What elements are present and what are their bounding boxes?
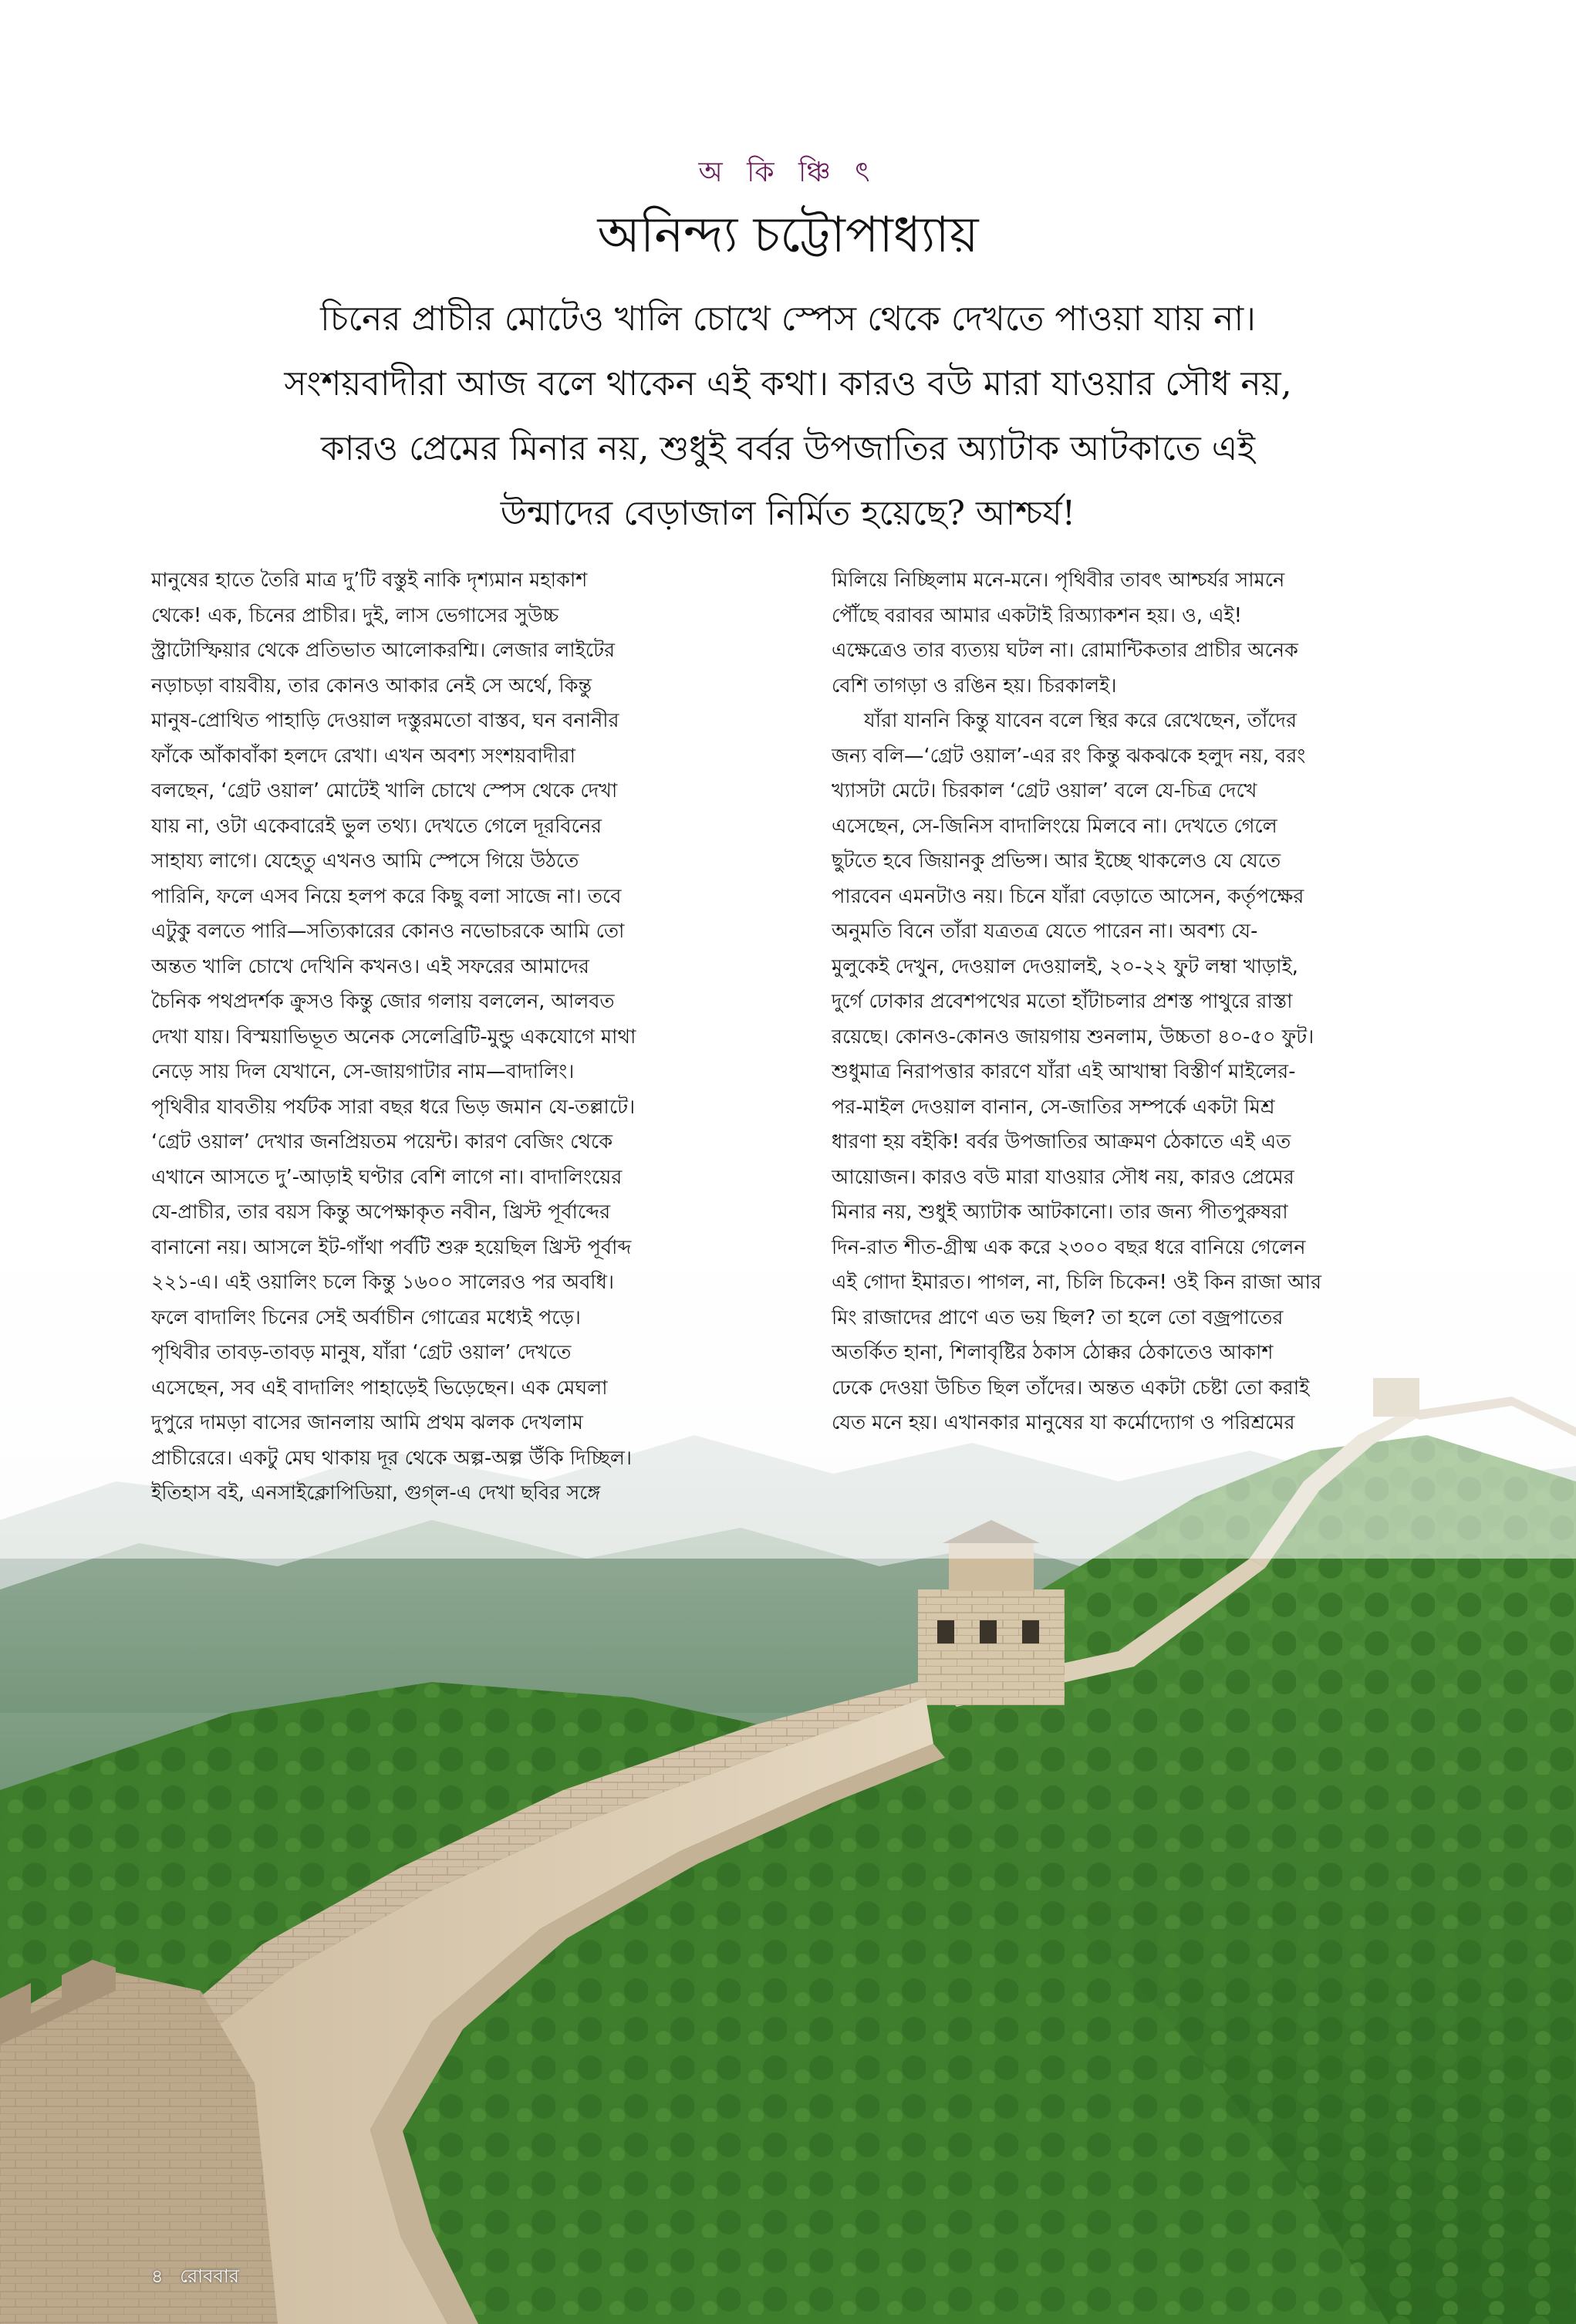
body-line: পর-মাইল দেওয়াল বানান, সে-জাতির সম্পর্কে একটা মিশ্র: [832, 1095, 1275, 1119]
body-line: থেকে! এক, চিনের প্রাচীর। দুই, লাস ভেগাসের সুউচ্চ: [151, 603, 559, 627]
page-number: ৪: [151, 2265, 164, 2287]
body-line: বলছেন, ‘গ্রেট ওয়াল’ মোটেই খালি চোখে স্পেস থেকে দেখা: [151, 779, 618, 802]
body-line: যাঁরা যাননি কিন্তু যাবেন বলে স্থির করে রেখেছেন, তাঁদের: [864, 709, 1297, 732]
body-line: পৌঁছে বরাবর আমার একটাই রিঅ্যাকশন হয়। ও, এই!: [832, 603, 1242, 627]
body-line: মানুষের হাতে তৈরি মাত্র দু’টি বস্তুই নাকি দৃশ্যমান মহাকাশ: [151, 569, 588, 592]
body-line: এটুকু বলতে পারি—সত্যিকারের কোনও নভোচরকে আমি তো: [151, 920, 625, 943]
body-line: এক্ষেত্রেও তার ব্যত্যয় ঘটল না। রোমান্টিকতার প্রাচীর অনেক: [832, 639, 1298, 662]
body-line: যায় না, ওটা একেবারেই ভুল তথ্য। দেখতে গেলে দূরবিনের: [151, 814, 602, 838]
body-line: সাহায্য লাগে। যেহেতু এখনও আমি স্পেসে গিয়ে উঠতে: [151, 850, 579, 873]
body-line: দুপুরে দামড়া বাসের জানলায় আমি প্রথম ঝলক দেখলাম: [151, 1411, 583, 1434]
body-line: যেত মনে হয়। এখানকার মানুষের যা কর্মোদ্যোগ ও পরিশ্রমের: [832, 1411, 1295, 1434]
body-column-left: [151, 563, 784, 1512]
article-deck: [116, 287, 1460, 546]
body-line: ইতিহাস বই, এনসাইক্লোপিডিয়া, গুগ্‌ল-এ দেখা ছবির সঙ্গে: [151, 1481, 601, 1505]
body-line: মিং রাজাদের প্রাণে এত ভয় ছিল? তা হলে তো বজ্রপাতের: [832, 1306, 1284, 1329]
deck-line: কারও প্রেমের মিনার নয়, শুধুই বর্বর উপজাতির অ্যাটাক আটকাতে এই: [320, 429, 1256, 468]
body-line: রয়েছে। কোনও-কোনও জায়গায় শুনলাম, উচ্চতা ৪০-৫০ ফুট।: [832, 1025, 1314, 1049]
body-line: বানানো নয়। আসলে ইট-গাঁথা পর্বটি শুরু হয়েছিল খ্রিস্ট পূর্বাব্দ: [151, 1235, 632, 1259]
body-line: দিন-রাত শীত-গ্রীষ্ম এক করে ২৩০০ বছর ধরে বানিয়ে গেলেন: [832, 1235, 1306, 1259]
body-line: খ্যাসটা মেটে। চিরকাল ‘গ্রেট ওয়াল’ বলে যে-চিত্র দেখে: [832, 779, 1257, 802]
body-line: জন্য বলি—‘গ্রেট ওয়াল’-এর রং কিন্তু ঝকঝকে হলুদ নয়, বরং: [832, 744, 1306, 768]
body-line: পারবেন এমনটাও নয়। চিনে যাঁরা বেড়াতে আসেন, কর্তৃপক্ষের: [832, 884, 1304, 908]
body-line: অনুমতি বিনে তাঁরা যত্রতত্র যেতে পারেন না। অবশ্য যে-: [832, 920, 1258, 943]
body-line: পারিনি, ফলে এসব নিয়ে হলপ করে কিছু বলা সাজে না। তবে: [151, 884, 622, 908]
deck-line: চিনের প্রাচীর মোটেও খালি চোখে স্পেস থেকে দেখতে পাওয়া যায় না।: [320, 299, 1256, 339]
body-column-right: [832, 563, 1449, 1441]
body-line: দেখা যায়। বিস্ময়াভিভূত অনেক সেলেব্রিটি-মুন্ডু একযোগে মাথা: [151, 1025, 636, 1049]
page-footer: [151, 2262, 250, 2293]
body-line: যে-প্রাচীর, তার বয়স কিন্তু অপেক্ষাকৃত নবীন, খ্রিস্ট পূর্বাব্দের: [151, 1201, 611, 1224]
body-line: এসেছেন, সে-জিনিস বাদালিংয়ে মিলবে না। দেখতে গেলে: [832, 814, 1277, 838]
deck-line: উন্মাদের বেড়াজাল নির্মিত হয়েছে? আশ্চর্য!: [500, 494, 1076, 533]
body-line: ২২১-এ। এই ওয়ালিং চলে কিন্তু ১৬০০ সালেরও পর অবধি।: [151, 1271, 614, 1294]
body-line: স্ট্রাটোস্ফিয়ার থেকে প্রতিভাত আলোকরশ্মি। লেজার লাইটের: [151, 639, 616, 662]
body-line: এসেছেন, সব এই বাদালিং পাহাড়েই ভিড়েছেন। এক মেঘলা: [151, 1376, 608, 1400]
body-line: প্রাচীরেরে। একটু মেঘ থাকায় দূর থেকে অল্প-অল্প উঁকি দিচ্ছিল।: [151, 1446, 632, 1470]
body-line: মানুষ-প্রোথিত পাহাড়ি দেওয়াল দস্তুরমতো বাস্তব, ঘন বনানীর: [151, 709, 619, 732]
body-line: মিনার নয়, শুধুই অ্যাটাক আটকানো। তার জন্য পীতপুরুষরা: [832, 1201, 1288, 1224]
body-line: শুধুমাত্র নিরাপত্তার কারণে যাঁরা এই আখাম্বা বিস্তীর্ণ মাইলের-: [832, 1060, 1296, 1083]
deck-line: সংশয়বাদীরা আজ বলে থাকেন এই কথা। কারও বউ মারা যাওয়ার সৌধ নয়,: [284, 364, 1292, 404]
body-line: পৃথিবীর যাবতীয় পর্যটক সারা বছর ধরে ভিড় জমান যে-তল্লাটে।: [151, 1095, 636, 1119]
body-line: ফাঁকে আঁকাবাঁকা হলদে রেখা। এখন অবশ্য সংশয়বাদীরা: [151, 744, 575, 768]
body-line: অতর্কিত হানা, শিলাবৃষ্টির ঠকাস ঠোক্কর ঠেকাতেও আকাশ: [832, 1341, 1274, 1364]
body-line: দুর্গে ঢোকার প্রবেশপথের মতো হাঁটাচলার প্রশস্ত পাথুরে রাস্তা: [832, 990, 1293, 1013]
body-line: চৈনিক পথপ্রদর্শক ক্রুসও কিন্তু জোর গলায় বললেন, আলবত: [151, 990, 615, 1013]
magazine-section-name: রোববার: [180, 2265, 239, 2287]
body-line: ঢেকে দেওয়া উচিত ছিল তাঁদের। অন্তত একটা চেষ্টা তো করাই: [832, 1376, 1310, 1400]
body-line: বেশি তাগড়া ও রঙিন হয়। চিরকালই।: [832, 674, 1117, 698]
body-line: পৃথিবীর তাবড়-তাবড় মানুষ, যাঁরা ‘গ্রেট ওয়াল’ দেখতে: [151, 1341, 572, 1364]
body-line: নেড়ে সায় দিল যেখানে, সে-জায়গাটার নাম—বাদালিং।: [151, 1060, 575, 1083]
body-line: আয়োজন। কারও বউ মারা যাওয়ার সৌধ নয়, কারও প্রেমের: [832, 1165, 1294, 1189]
body-line: নড়াচড়া বায়বীয়, তার কোনও আকার নেই সে অর্থে, কিন্তু: [151, 674, 592, 698]
body-line: ছুটতে হবে জিয়ানকু প্রভিন্স। আর ইচ্ছে থাকলেও যে যেতে: [832, 850, 1281, 873]
body-line: মিলিয়ে নিচ্ছিলাম মনে-মনে। পৃথিবীর তাবৎ আশ্চর্যর সামনে: [832, 569, 1285, 592]
body-line: ‘গ্রেট ওয়াল’ দেখার জনপ্রিয়তম পয়েন্ট। কারণ বেজিং থেকে: [151, 1130, 613, 1154]
body-line: ফলে বাদালিং চিনের সেই অর্বাচীন গোত্রের মধ্যেই পড়ে।: [151, 1306, 581, 1329]
body-line: ধারণা হয় বইকি! বর্বর উপজাতির আক্রমণ ঠেকাতে এই এত: [832, 1130, 1291, 1154]
body-line: এই গোদা ইমারত। পাগল, না, চিলি চিকেন! ওই কিন রাজা আর: [832, 1271, 1322, 1294]
body-line: এখানে আসতে দু’-আড়াই ঘণ্টার বেশি লাগে না। বাদালিংয়ের: [151, 1165, 623, 1189]
body-line: অন্তত খালি চোখে দেখিনি কখনও। এই সফরের আমাদের: [151, 954, 589, 978]
section-kicker: অ কি ঞ্চি ৎ: [698, 157, 878, 188]
author-byline: অনিন্দ্য চট্টোপাধ্যায়: [597, 207, 979, 264]
body-line: মুলুকেই দেখুন, দেওয়াল দেওয়ালই, ২০-২২ ফুট লম্বা খাড়াই,: [832, 954, 1298, 978]
